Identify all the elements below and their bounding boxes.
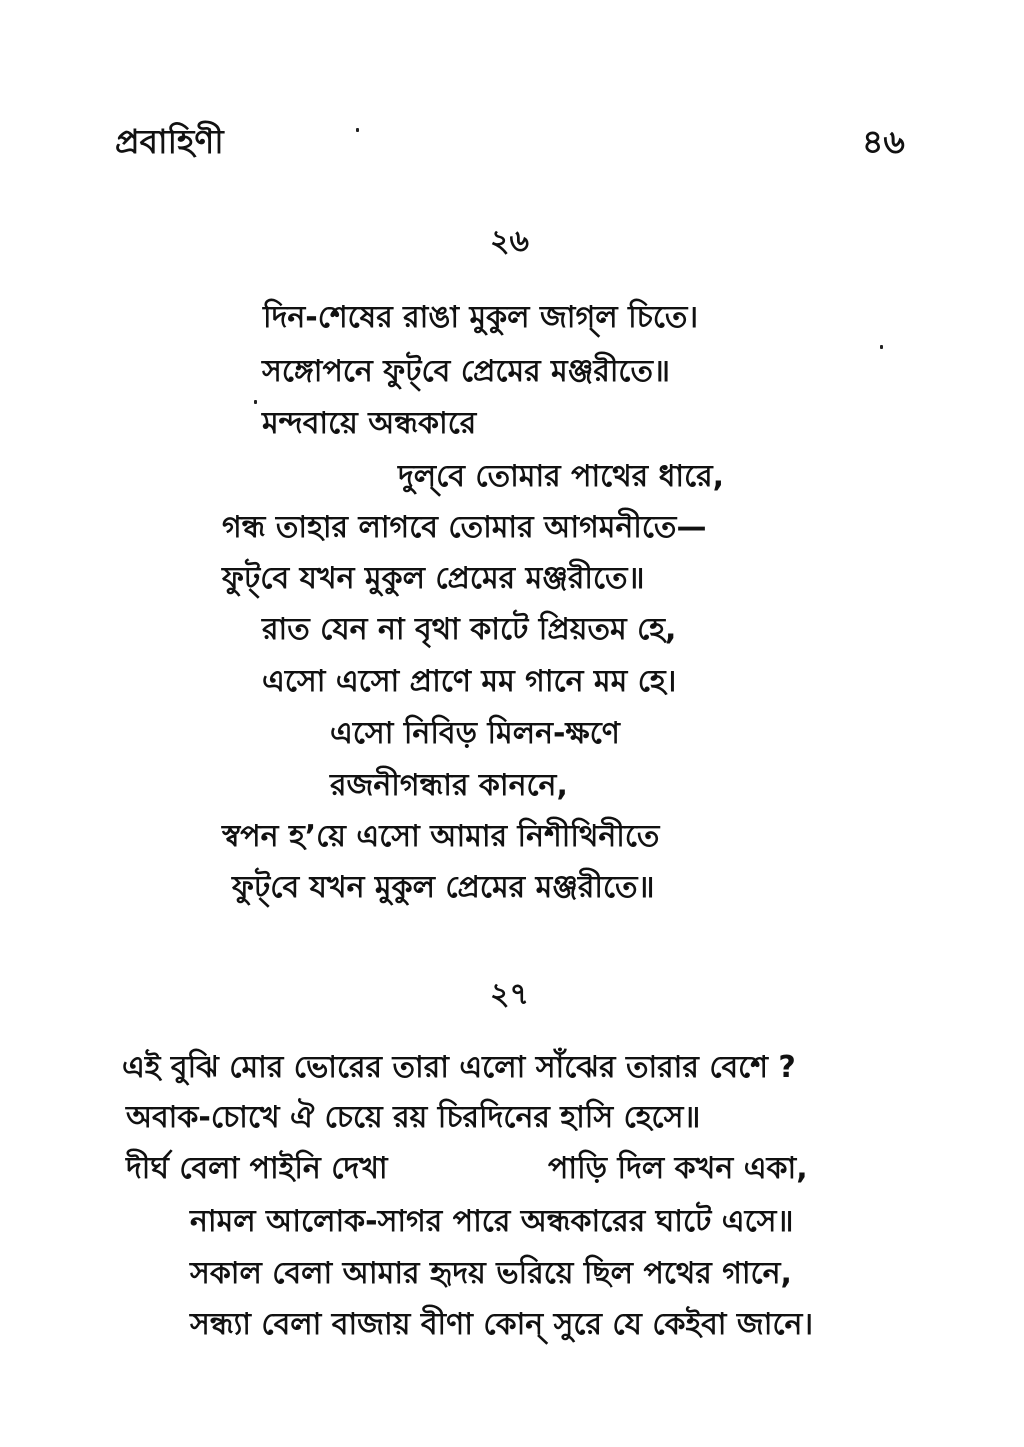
- poem-26-line-4: দুল্‌বে তোমার পাথের ধারে,: [398, 459, 725, 494]
- poem-26-line-2: সঙ্গোপনে ফুট্‌বে প্রেমের মঞ্জরীতে॥: [262, 354, 670, 389]
- running-title: প্রবাহিণী: [115, 122, 224, 161]
- poem-26-line-1: দিন-শেষের রাঙা মুকুল জাগ্‌ল চিতে।: [263, 300, 699, 335]
- poem-26-line-3: মন্দবায়ে অন্ধকারে: [262, 406, 477, 441]
- poem-27-line-3b: পাড়ি দিল কখন একা,: [548, 1151, 808, 1186]
- poem-27-line-2: অবাক-চোখে ঐ চেয়ে রয় চিরদিনের হাসি হেসে॥: [126, 1100, 701, 1135]
- poem-26-line-12: ফুট্‌বে যখন মুকুল প্রেমের মঞ্জরীতে॥: [232, 870, 655, 905]
- poem-27-line-5: সকাল বেলা আমার হৃদয় ভরিয়ে ছিল পথের গানে,: [190, 1256, 792, 1291]
- poem-number-27: ২৭: [490, 977, 530, 1012]
- print-speck: [356, 128, 359, 132]
- poem-26-line-7: রাত যেন না বৃথা কাটে প্রিয়তম হে,: [262, 612, 677, 647]
- poem-26-line-11: স্বপন হ’য়ে এসো আমার নিশীথিনীতে: [222, 819, 660, 854]
- poem-27-line-6: সন্ধ্যা বেলা বাজায় বীণা কোন্‌ সুরে যে কেইবা জানে।: [190, 1307, 814, 1342]
- poem-27-line-3a: দীর্ঘ বেলা পাইনি দেখা: [126, 1151, 388, 1186]
- poem-26-line-9: এসো নিবিড় মিলন-ক্ষণে: [330, 716, 620, 751]
- print-speck: [880, 345, 883, 349]
- page-number: ৪৬: [862, 122, 905, 161]
- poem-26-line-8: এসো এসো প্রাণে মম গানে মম হে।: [262, 664, 677, 699]
- poem-number-26: ২৬: [490, 224, 530, 259]
- poem-27-line-1: এই বুঝি মোর ভোরের তারা এলো সাঁঝের তারার বেশে ?: [122, 1050, 796, 1085]
- print-speck: [254, 400, 257, 404]
- poem-27-line-4: নামল আলোক-সাগর পারে অন্ধকারের ঘাটে এসে॥: [190, 1204, 794, 1239]
- poem-26-line-5: গন্ধ তাহার লাগবে তোমার আগমনীতে—: [222, 510, 707, 545]
- poem-26-line-6: ফুট্‌বে যখন মুকুল প্রেমের মঞ্জরীতে॥: [222, 561, 645, 596]
- poem-26-line-10: রজনীগন্ধার কাননে,: [330, 768, 568, 803]
